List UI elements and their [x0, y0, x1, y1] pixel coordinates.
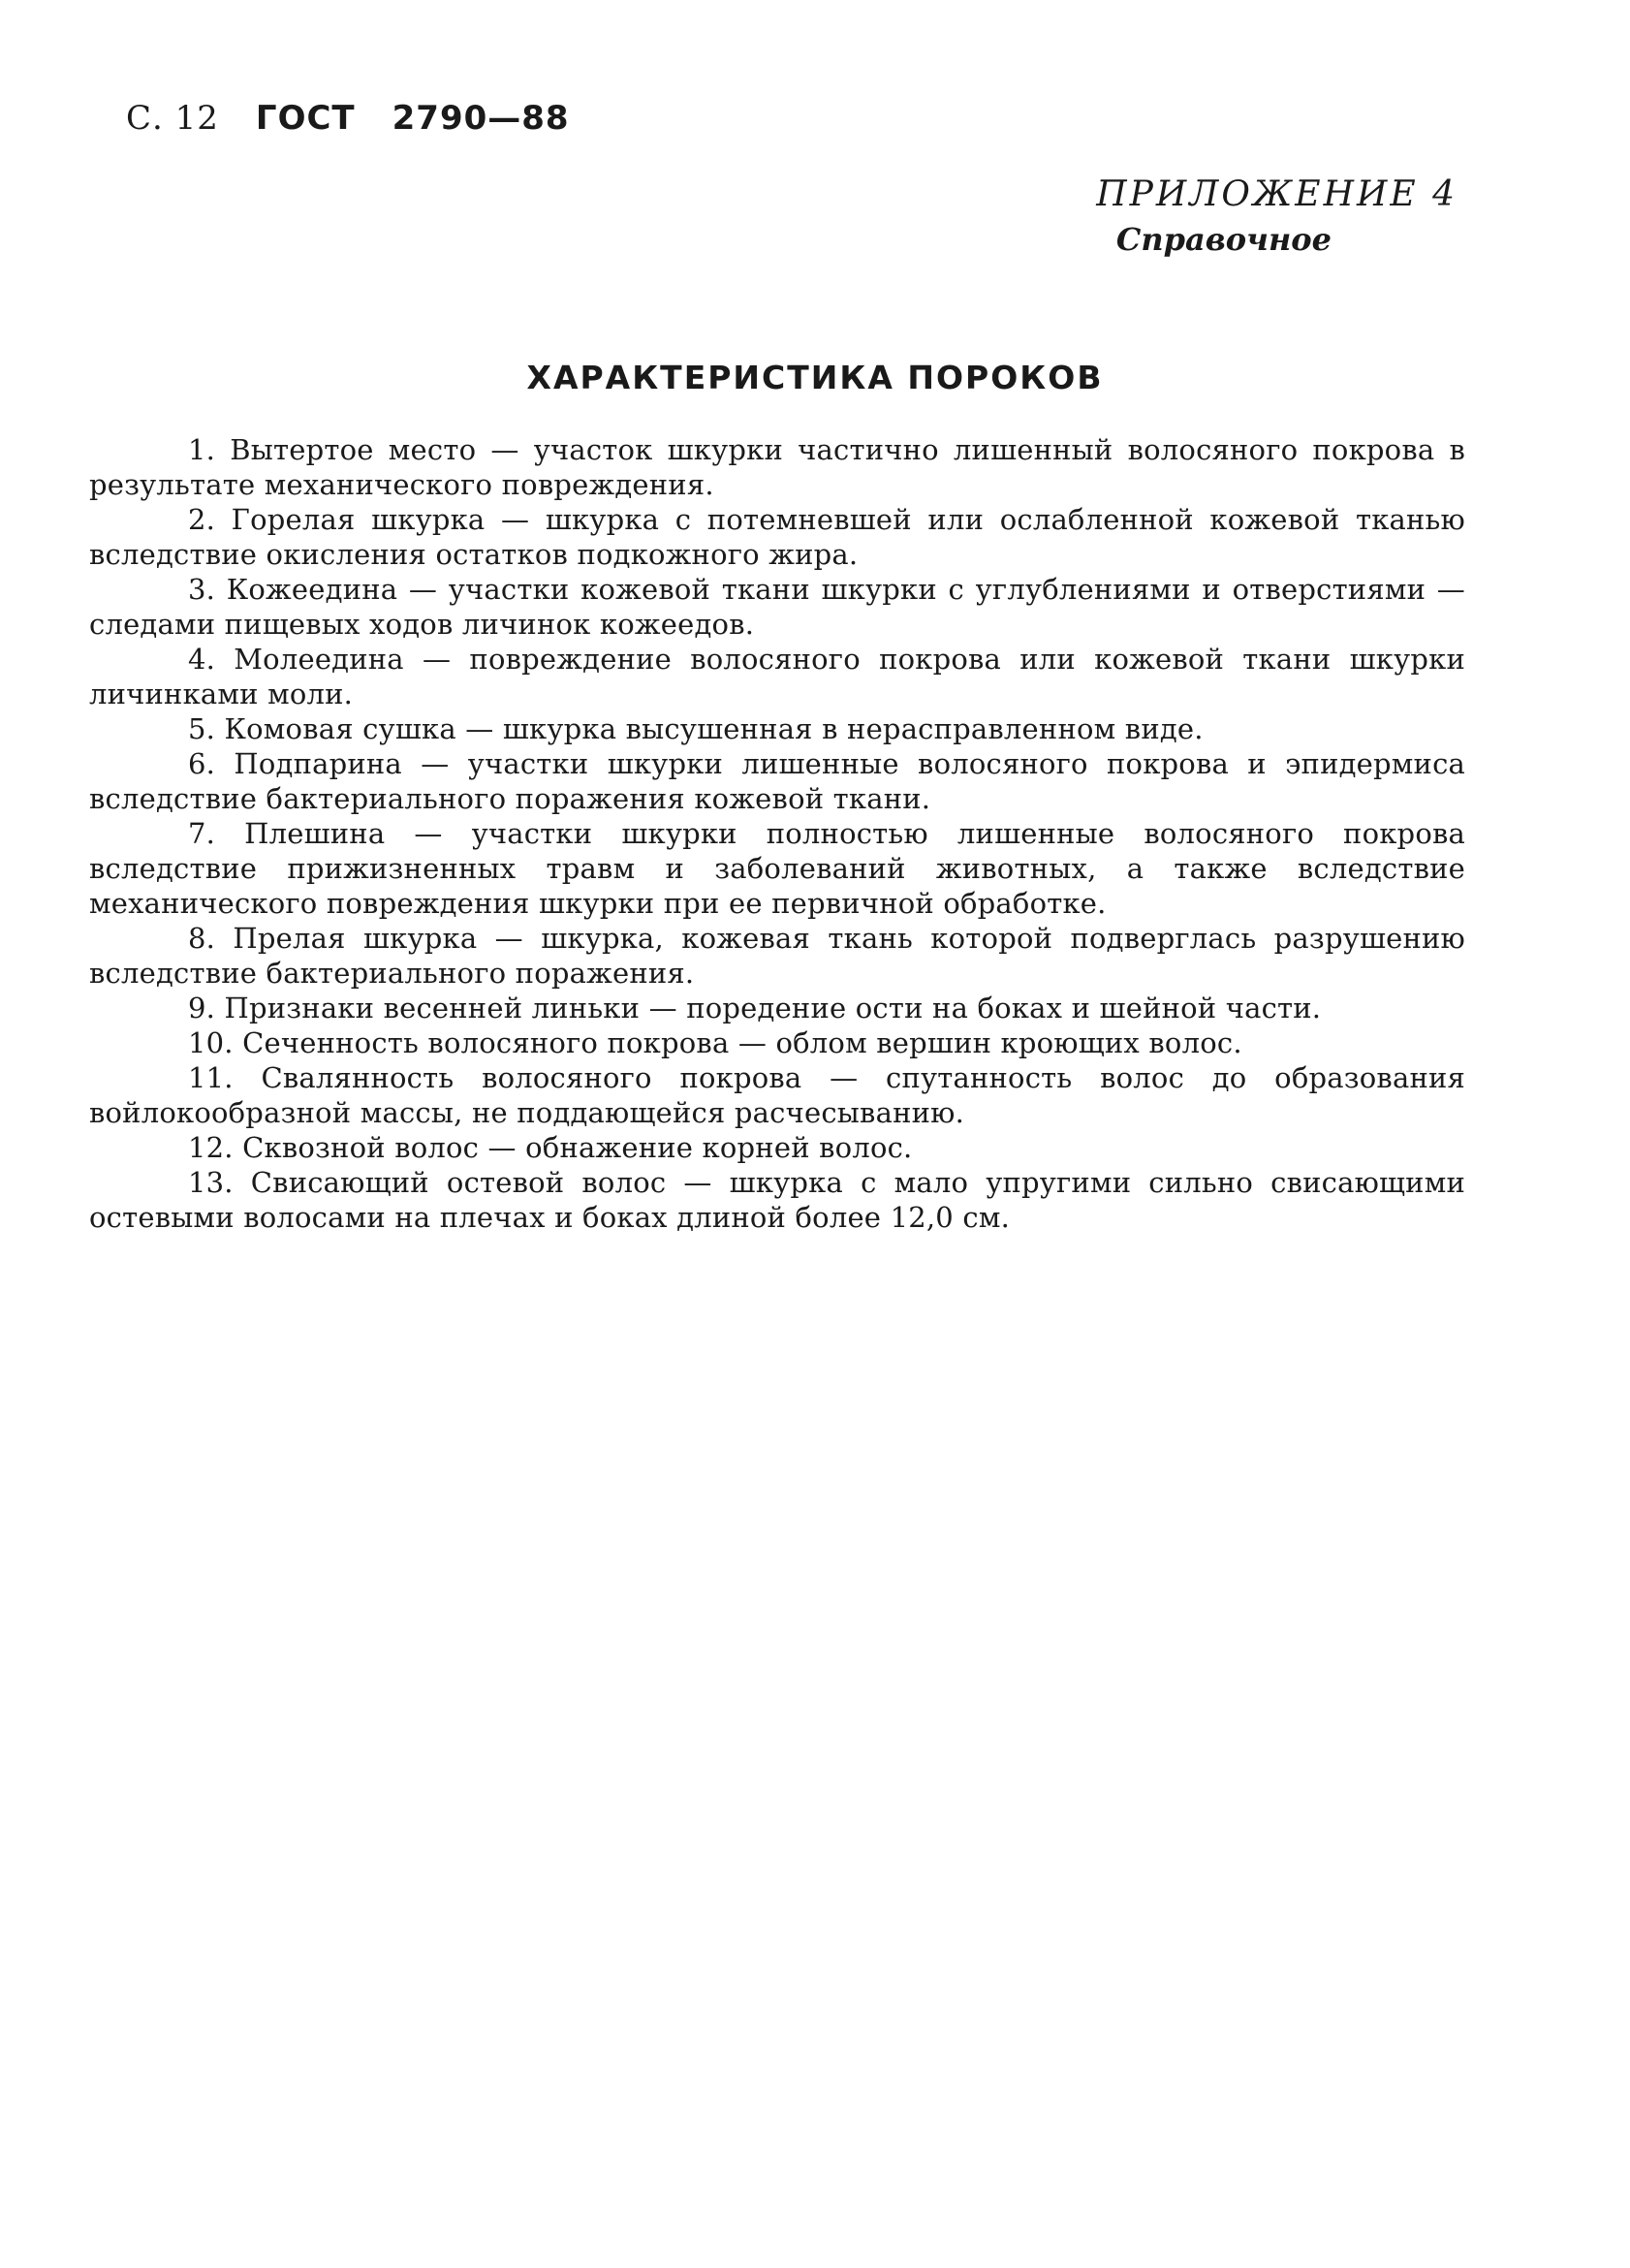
appendix-title: ПРИЛОЖЕНИЕ 4 [1096, 174, 1458, 214]
defect-item-1: 1. Вытертое место — участок шкурки частично лишенный волосяного покрова в результате механического повреждения. [89, 433, 1465, 501]
defect-item-5: 5. Комовая сушка — шкурка высушенная в нерасправленном виде. [188, 712, 1204, 745]
defect-item-6: 6. Подпарина — участки шкурки лишенные волосяного покрова и эпидермиса вследствие бактериального поражения кожевой ткани. [89, 747, 1465, 815]
standard-number: 2790—88 [392, 99, 570, 138]
defect-item-10: 10. Сеченность волосяного покрова — облом вершин кроющих волос. [188, 1026, 1242, 1059]
document-title: ХАРАКТЕРИСТИКА ПОРОКОВ [526, 359, 1104, 396]
appendix-label [1096, 173, 1458, 262]
defect-item-8: 8. Прелая шкурка — шкурка, кожевая ткань которой подверглась разрушению вследствие бактериального поражения. [89, 922, 1465, 990]
defect-list [89, 432, 1465, 1235]
running-head [126, 99, 570, 138]
appendix-subtitle: Справочное [1115, 221, 1332, 258]
standard-code: ГОСТ [255, 99, 356, 138]
defect-item-3: 3. Кожеедина — участки кожевой ткани шкурки с углублениями и отверстиями — следами пищевых ходов личинок кожеедов. [89, 573, 1465, 641]
defect-item-12: 12. Сквозной волос — обнажение корней волос. [188, 1131, 913, 1164]
page-number: С. 12 [126, 99, 219, 138]
defect-item-11: 11. Свалянность волосяного покрова — спутанность волос до образования войлокообразной массы, не поддающейся расчесыванию. [89, 1061, 1465, 1129]
defect-item-2: 2. Горелая шкурка — шкурка с потемневшей или ослабленной кожевой тканью вследствие окисления остатков подкожного жира. [89, 503, 1465, 571]
defect-item-4: 4. Молеедина — повреждение волосяного покрова или кожевой ткани шкурки личинками моли. [89, 643, 1465, 710]
defect-item-9: 9. Признаки весенней линьки — поредение ости на боках и шейной части. [188, 992, 1322, 1024]
defect-item-13: 13. Свисающий остевой волос — шкурка с мало упругими сильно свисающими остевыми волосами на плечах и боках длиной более 12,0 см. [89, 1166, 1465, 1234]
defect-item-7: 7. Плешина — участки шкурки полностью лишенные волосяного покрова вследствие прижизненных травм и заболеваний животных, а также вследствие механического повреждения шкурки при ее первичной обработке. [89, 817, 1465, 920]
